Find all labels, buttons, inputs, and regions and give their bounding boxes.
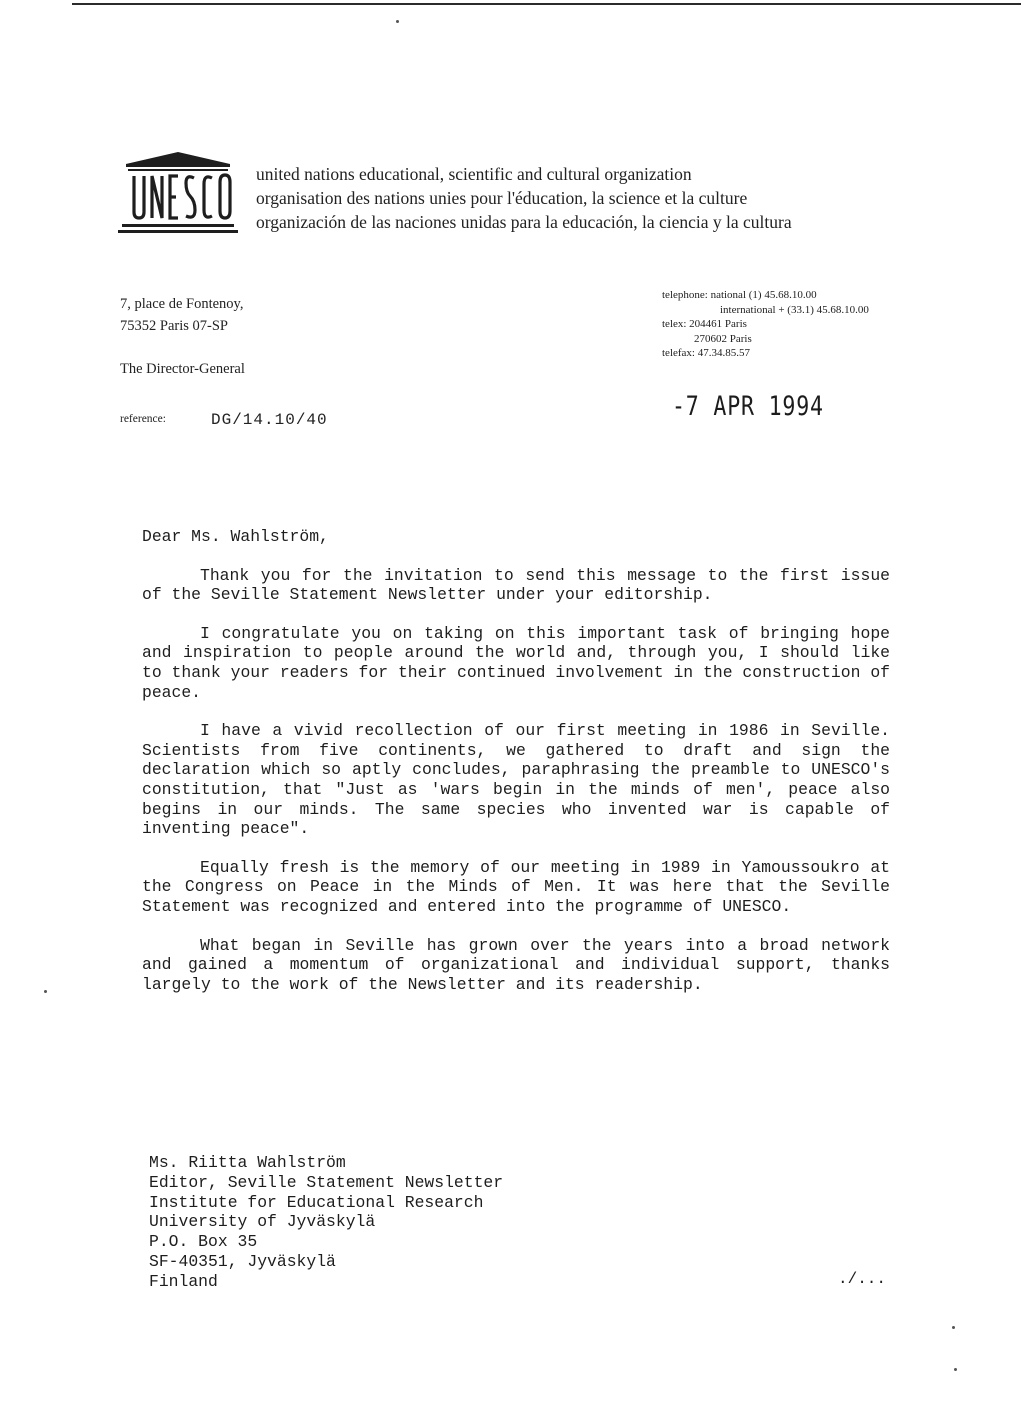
scan-speck [954,1368,957,1371]
postal-address [120,293,243,337]
continuation-mark: ./... [838,1270,887,1288]
recipient-line: Institute for Educational Research [149,1192,484,1212]
salutation: Dear Ms. Wahlström, [142,527,329,546]
recipient-line: Finland [149,1271,218,1291]
scan-speck [952,1326,955,1329]
recipient-line: Ms. Riitta Wahlström [149,1153,346,1172]
scan-speck [44,990,47,993]
org-name-english: united nations educational, scientific and cultural organization [256,164,692,184]
scan-top-rule [72,3,1021,5]
address-line-2: 75352 Paris 07-SP [120,318,228,334]
paragraph: I congratulate you on taking on this important task of bringing hope and inspiration to people around the world and, through you, I should like to thank your readers for their continued involvement in the construction of peace. [142,623,890,702]
paragraph: I have a vivid recollection of our first meeting in 1986 in Seville. Scientists from five continents, we gathered to draft and sign the declaration which so aptly concludes, paraphrasing the preamble to UNESCO's constitution, that "Just as 'wars begin in the minds of men', peace also begins in our minds. The same species who invented war is capable of inventing peace". [142,721,890,839]
org-name-spanish: organización de las naciones unidas para la educación, la ciencia y la cultura [256,212,792,232]
reference-value: DG/14.10/40 [211,411,328,429]
address-line-1: 7, place de Fontenoy, [120,296,244,312]
contact-details [662,288,869,361]
telex-1: telex: 204461 Paris [662,318,747,330]
letter-body [142,527,890,1013]
scan-speck [396,20,399,23]
telefax: telefax: 47.34.85.57 [662,347,750,359]
recipient-line: SF-40351, Jyväskylä [149,1251,336,1271]
telex-2: 270602 Paris [694,332,752,345]
recipient-line: Editor, Seville Statement Newsletter [149,1172,504,1192]
reference-label: reference: [120,413,166,425]
paragraph: What began in Seville has grown over the years into a broad network and gained a momentum of organizational and individual support, thanks largely to the work of the Newsletter and its readership. [142,935,890,994]
sender-title: The Director-General [120,361,245,377]
paragraph: Thank you for the invitation to send this message to the first issue of the Seville Statement Newsletter under your editorship. [142,565,890,605]
date-stamp: -7 APR 1994 [672,391,824,422]
telephone-international: international + (33.1) 45.68.10.00 [720,303,869,316]
paragraph: Equally fresh is the memory of our meeting in 1989 in Yamoussoukro at the Congress on Peace in the Minds of Men. It was here that the Seville Statement was recognized and entered into the programme of UNESCO. [142,857,890,916]
telephone-national: telephone: national (1) 45.68.10.00 [662,289,817,301]
recipient-address [149,1153,503,1292]
unesco-logo-icon [118,150,238,242]
organization-names [256,162,792,234]
recipient-line: P.O. Box 35 [149,1232,258,1252]
org-name-french: organisation des nations unies pour l'éducation, la science et la culture [256,188,748,208]
recipient-line: University of Jyväskylä [149,1212,376,1232]
